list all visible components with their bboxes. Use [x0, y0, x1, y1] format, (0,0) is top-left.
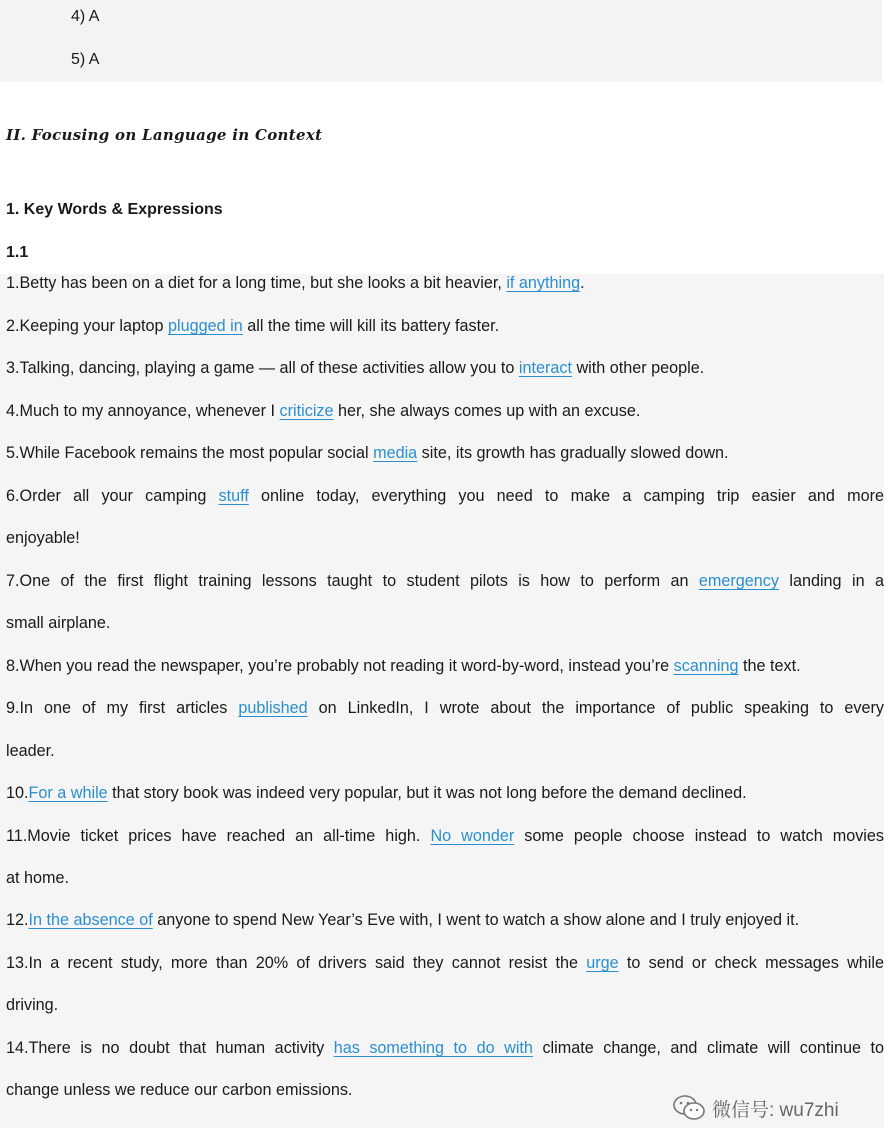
sentence-text: 4.Much to my annoyance, whenever I [6, 402, 280, 420]
sentence-text: at home. [6, 869, 69, 887]
keyword-link[interactable]: criticize [279, 402, 334, 420]
sentence-text: enjoyable! [6, 529, 80, 547]
sentence-line [6, 942, 884, 984]
subsection-heading: 1. Key Words & Expressions [6, 201, 223, 218]
sentence-text: that story book was indeed very popular, but it was not long before the demand declined. [107, 784, 747, 802]
sentence-text: 2.Keeping your laptop [6, 317, 168, 335]
keyword-link[interactable]: interact [518, 359, 572, 377]
sentence-line [6, 432, 884, 474]
section-heading: II. Focusing on Language in Context [6, 126, 323, 144]
sentence-text: site, its growth has gradually slowed down. [417, 444, 729, 462]
sentence-text: driving. [6, 996, 59, 1014]
sentence-text: 9.In one of my first articles [6, 699, 239, 717]
keyword-link[interactable]: has something to do with [333, 1039, 533, 1057]
sentence-text: the text. [738, 657, 801, 675]
sentence-text: some people choose instead to watch movies [514, 827, 884, 845]
sentence-line [6, 305, 884, 347]
keyword-link[interactable]: For a while [28, 784, 108, 802]
exercise-label: 1.1 [6, 244, 29, 261]
sentence-line [6, 772, 884, 814]
answers-box [0, 0, 882, 82]
keyword-link[interactable]: media [373, 444, 418, 462]
sentence-text: 14.There is no doubt that human activity [6, 1039, 334, 1057]
sentence-text: landing in a [778, 572, 884, 590]
sentence-text: all the time will kill its battery faster. [242, 317, 500, 335]
sentence-text: 8.When you read the newspaper, you’re probably not reading it word-by-word, instead you’re [6, 657, 674, 675]
keyword-link[interactable]: published [238, 699, 308, 717]
sentence-text: 12. [6, 911, 29, 929]
keyword-link[interactable]: In the absence of [28, 911, 153, 929]
sentence-line [6, 1027, 884, 1069]
sentence-text: 7.One of the first flight training lessons taught to student pilots is how to perform an [6, 572, 699, 590]
sentence-text: 13.In a recent study, more than 20% of drivers said they cannot resist the [6, 954, 587, 972]
sentence-text: to send or check messages while [618, 954, 884, 972]
sentence-line [6, 262, 884, 304]
sentence-line [6, 475, 884, 517]
sentence-text: 1.Betty has been on a diet for a long time, but she looks a bit heavier, [6, 274, 507, 292]
sentence-line [6, 347, 884, 389]
sentence-text: with other people. [571, 359, 705, 377]
sentence-text: 11.Movie ticket prices have reached an all-time high. [6, 827, 431, 845]
sentence-line [6, 984, 884, 1026]
keyword-link[interactable]: stuff [218, 487, 249, 505]
sentence-text: small airplane. [6, 614, 111, 632]
sentence-line [6, 687, 884, 729]
keyword-link[interactable]: plugged in [168, 317, 243, 335]
sentence-text: 3.Talking, dancing, playing a game — all of these activities allow you to [6, 359, 519, 377]
sentence-text: leader. [6, 742, 55, 760]
sentence-text: change unless we reduce our carbon emissions. [6, 1081, 353, 1099]
sentence-line [6, 602, 884, 644]
sentence-line [6, 560, 884, 602]
keyword-link[interactable]: scanning [673, 657, 739, 675]
sentence-text: 10. [6, 784, 29, 802]
answer-4: 4) A [71, 8, 100, 25]
sentence-text: anyone to spend New Year’s Eve with, I went to watch a show alone and I truly enjoyed it. [152, 911, 800, 929]
keyword-link[interactable]: emergency [698, 572, 779, 590]
sentence-text: on LinkedIn, I wrote about the importance of public speaking to every [307, 699, 884, 717]
sentence-text: 5.While Facebook remains the most popular social [6, 444, 374, 462]
sentence-text: climate change, and climate will continue to [532, 1039, 884, 1057]
answer-5: 5) A [71, 51, 100, 68]
sentence-text: her, she always comes up with an excuse. [333, 402, 641, 420]
sentence-text: 6.Order all your camping [6, 487, 219, 505]
keyword-link[interactable]: if anything [506, 274, 581, 292]
keyword-link[interactable]: No wonder [430, 827, 515, 845]
wechat-icon [672, 1094, 706, 1122]
sentence-line [6, 899, 884, 941]
sentence-line [6, 517, 884, 559]
keyword-link[interactable]: urge [586, 954, 619, 972]
sentence-line [6, 645, 884, 687]
sentence-line [6, 390, 884, 432]
sentence-text: . [580, 274, 585, 292]
wechat-watermark [672, 1094, 839, 1122]
sentence-line [6, 857, 884, 899]
sentence-text: online today, everything you need to make a camping trip easier and more [248, 487, 884, 505]
sentence-line [6, 815, 884, 857]
watermark-text: 微信号: wu7zhi [712, 1099, 839, 1121]
sentence-line [6, 730, 884, 772]
